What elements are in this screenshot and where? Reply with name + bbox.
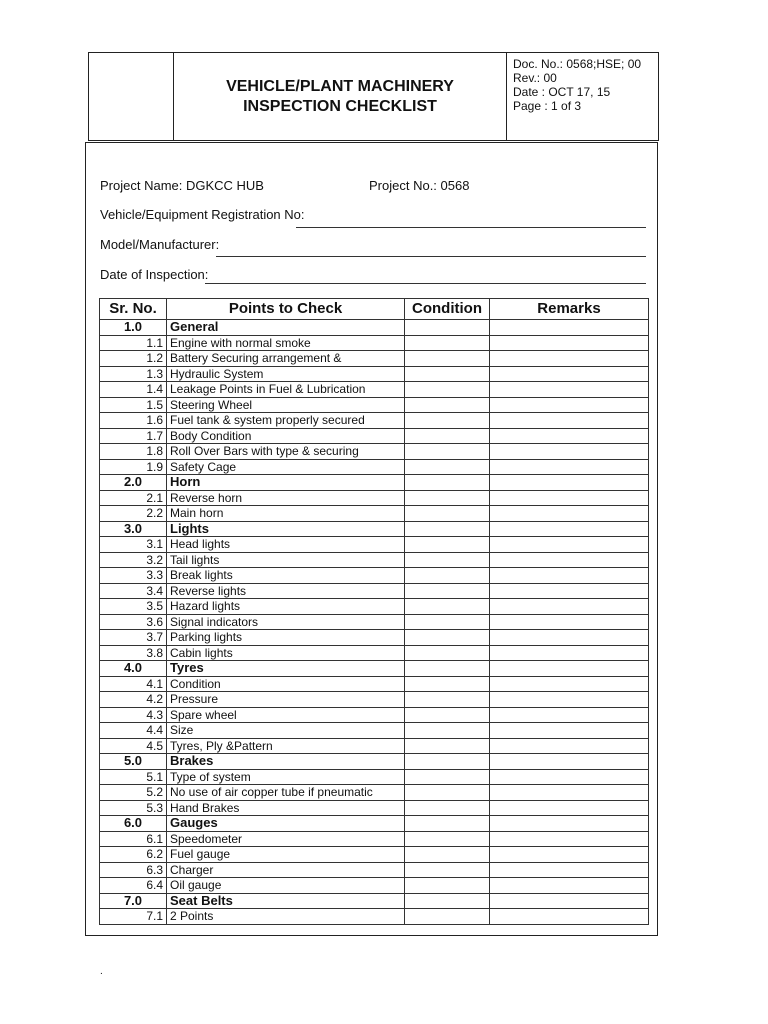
condition-cell[interactable] <box>405 893 490 909</box>
title-line-2: INSPECTION CHECKLIST <box>243 97 437 115</box>
condition-cell[interactable] <box>405 878 490 894</box>
remarks-cell[interactable] <box>490 738 649 754</box>
condition-cell[interactable] <box>405 568 490 584</box>
point-cell: Main horn <box>167 506 405 522</box>
remarks-cell[interactable] <box>490 397 649 413</box>
remarks-cell[interactable] <box>490 816 649 832</box>
table-row <box>100 630 649 646</box>
condition-cell[interactable] <box>405 521 490 537</box>
remarks-cell[interactable] <box>490 614 649 630</box>
remarks-cell[interactable] <box>490 351 649 367</box>
page-number: Page : 1 of 3 <box>513 99 582 113</box>
condition-cell[interactable] <box>405 506 490 522</box>
sr-no-cell: 3.2 <box>100 552 167 568</box>
point-cell: Type of system <box>167 769 405 785</box>
sr-no-cell: 4.2 <box>100 692 167 708</box>
table-row <box>100 490 649 506</box>
inspection-date-line[interactable] <box>205 283 646 284</box>
document-meta <box>513 57 641 113</box>
sr-no-cell: 6.1 <box>100 831 167 847</box>
remarks-cell[interactable] <box>490 676 649 692</box>
point-cell: Seat Belts <box>167 893 405 909</box>
condition-cell[interactable] <box>405 475 490 491</box>
point-cell: Oil gauge <box>167 878 405 894</box>
sr-no-cell: 1.9 <box>100 459 167 475</box>
title-line-1: VEHICLE/PLANT MACHINERY <box>226 77 454 95</box>
sr-no-cell: 5.3 <box>100 800 167 816</box>
section-row <box>100 816 649 832</box>
condition-cell[interactable] <box>405 351 490 367</box>
remarks-cell[interactable] <box>490 413 649 429</box>
condition-cell[interactable] <box>405 785 490 801</box>
sr-no-cell: 1.6 <box>100 413 167 429</box>
remarks-cell[interactable] <box>490 320 649 336</box>
sr-no-cell: 4.3 <box>100 707 167 723</box>
table-row <box>100 645 649 661</box>
condition-cell[interactable] <box>405 413 490 429</box>
remarks-cell[interactable] <box>490 661 649 677</box>
col-sr-no: Sr. No. <box>100 299 167 320</box>
remarks-cell[interactable] <box>490 444 649 460</box>
remarks-cell[interactable] <box>490 862 649 878</box>
remarks-cell[interactable] <box>490 831 649 847</box>
document-title <box>174 53 507 140</box>
sr-no-cell: 5.0 <box>100 754 167 770</box>
condition-cell[interactable] <box>405 645 490 661</box>
table-row <box>100 862 649 878</box>
sr-no-cell: 2.0 <box>100 475 167 491</box>
point-cell: Size <box>167 723 405 739</box>
point-cell: Fuel gauge <box>167 847 405 863</box>
sr-no-cell: 3.1 <box>100 537 167 553</box>
table-row <box>100 769 649 785</box>
project-number: Project No.: 0568 <box>369 178 470 193</box>
point-cell: Gauges <box>167 816 405 832</box>
sr-no-cell: 1.2 <box>100 351 167 367</box>
remarks-cell[interactable] <box>490 893 649 909</box>
condition-cell[interactable] <box>405 459 490 475</box>
table-row <box>100 382 649 398</box>
remarks-cell[interactable] <box>490 521 649 537</box>
remarks-cell[interactable] <box>490 490 649 506</box>
point-cell: Speedometer <box>167 831 405 847</box>
table-row <box>100 676 649 692</box>
footer-mark: . <box>100 966 103 977</box>
sr-no-cell: 1.1 <box>100 335 167 351</box>
sr-no-cell: 1.0 <box>100 320 167 336</box>
condition-cell[interactable] <box>405 909 490 925</box>
point-cell: Fuel tank & system properly secured <box>167 413 405 429</box>
point-cell: Hand Brakes <box>167 800 405 816</box>
point-cell: Safety Cage <box>167 459 405 475</box>
remarks-cell[interactable] <box>490 878 649 894</box>
condition-cell[interactable] <box>405 847 490 863</box>
condition-cell[interactable] <box>405 831 490 847</box>
table-row <box>100 599 649 615</box>
sr-no-cell: 3.7 <box>100 630 167 646</box>
sr-no-cell: 1.4 <box>100 382 167 398</box>
remarks-cell[interactable] <box>490 552 649 568</box>
sr-no-cell: 4.5 <box>100 738 167 754</box>
remarks-cell[interactable] <box>490 785 649 801</box>
inspection-date-label: Date of Inspection: <box>100 267 209 282</box>
point-cell: Spare wheel <box>167 707 405 723</box>
table-row <box>100 785 649 801</box>
document-header <box>88 52 659 141</box>
sr-no-cell: 3.0 <box>100 521 167 537</box>
condition-cell[interactable] <box>405 428 490 444</box>
table-row <box>100 413 649 429</box>
remarks-cell[interactable] <box>490 459 649 475</box>
condition-cell[interactable] <box>405 816 490 832</box>
condition-cell[interactable] <box>405 444 490 460</box>
table-row <box>100 428 649 444</box>
condition-cell[interactable] <box>405 366 490 382</box>
remarks-cell[interactable] <box>490 909 649 925</box>
point-cell: Hazard lights <box>167 599 405 615</box>
condition-cell[interactable] <box>405 800 490 816</box>
point-cell: Charger <box>167 862 405 878</box>
condition-cell[interactable] <box>405 676 490 692</box>
condition-cell[interactable] <box>405 599 490 615</box>
sr-no-cell: 3.3 <box>100 568 167 584</box>
sr-no-cell: 2.1 <box>100 490 167 506</box>
sr-no-cell: 1.8 <box>100 444 167 460</box>
model-label: Model/Manufacturer: <box>100 237 220 252</box>
remarks-cell[interactable] <box>490 754 649 770</box>
revision: Rev.: 00 <box>513 71 557 85</box>
point-cell: Pressure <box>167 692 405 708</box>
point-cell: Head lights <box>167 537 405 553</box>
sr-no-cell: 3.4 <box>100 583 167 599</box>
section-row <box>100 754 649 770</box>
condition-cell[interactable] <box>405 537 490 553</box>
doc-date: Date : OCT 17, 15 <box>513 85 611 99</box>
point-cell: Lights <box>167 521 405 537</box>
sr-no-cell: 6.0 <box>100 816 167 832</box>
condition-cell[interactable] <box>405 707 490 723</box>
table-body <box>100 320 649 925</box>
remarks-cell[interactable] <box>490 506 649 522</box>
sr-no-cell: 6.2 <box>100 847 167 863</box>
sr-no-cell: 4.0 <box>100 661 167 677</box>
col-points: Points to Check <box>167 299 405 320</box>
section-row <box>100 661 649 677</box>
col-condition: Condition <box>405 299 490 320</box>
table-row <box>100 583 649 599</box>
point-cell: Condition <box>167 676 405 692</box>
condition-cell[interactable] <box>405 397 490 413</box>
table-row <box>100 351 649 367</box>
condition-cell[interactable] <box>405 583 490 599</box>
registration-line[interactable] <box>296 227 646 228</box>
sr-no-cell: 1.7 <box>100 428 167 444</box>
point-cell: Break lights <box>167 568 405 584</box>
table-row <box>100 909 649 925</box>
remarks-cell[interactable] <box>490 366 649 382</box>
table-row <box>100 537 649 553</box>
col-remarks: Remarks <box>490 299 649 320</box>
condition-cell[interactable] <box>405 614 490 630</box>
condition-cell[interactable] <box>405 769 490 785</box>
sr-no-cell: 4.1 <box>100 676 167 692</box>
remarks-cell[interactable] <box>490 382 649 398</box>
sr-no-cell: 3.8 <box>100 645 167 661</box>
sr-no-cell: 5.1 <box>100 769 167 785</box>
point-cell: Engine with normal smoke <box>167 335 405 351</box>
section-row <box>100 475 649 491</box>
model-line[interactable] <box>216 256 646 257</box>
point-cell: Parking lights <box>167 630 405 646</box>
point-cell: Body Condition <box>167 428 405 444</box>
sr-no-cell: 4.4 <box>100 723 167 739</box>
table-row <box>100 552 649 568</box>
table-row <box>100 568 649 584</box>
table-row <box>100 723 649 739</box>
point-cell: Reverse lights <box>167 583 405 599</box>
table-row <box>100 459 649 475</box>
point-cell: General <box>167 320 405 336</box>
remarks-cell[interactable] <box>490 568 649 584</box>
remarks-cell[interactable] <box>490 583 649 599</box>
remarks-cell[interactable] <box>490 475 649 491</box>
point-cell: Steering Wheel <box>167 397 405 413</box>
point-cell: Hydraulic System <box>167 366 405 382</box>
sr-no-cell: 1.5 <box>100 397 167 413</box>
remarks-cell[interactable] <box>490 769 649 785</box>
sr-no-cell: 1.3 <box>100 366 167 382</box>
table-row <box>100 800 649 816</box>
point-cell: Brakes <box>167 754 405 770</box>
section-row <box>100 521 649 537</box>
condition-cell[interactable] <box>405 335 490 351</box>
point-cell: Tyres <box>167 661 405 677</box>
registration-label: Vehicle/Equipment Registration No: <box>100 207 305 222</box>
condition-cell[interactable] <box>405 382 490 398</box>
table-row <box>100 397 649 413</box>
remarks-cell[interactable] <box>490 692 649 708</box>
remarks-cell[interactable] <box>490 707 649 723</box>
point-cell: No use of air copper tube if pneumatic <box>167 785 405 801</box>
table-row <box>100 707 649 723</box>
sr-no-cell: 6.4 <box>100 878 167 894</box>
condition-cell[interactable] <box>405 754 490 770</box>
remarks-cell[interactable] <box>490 335 649 351</box>
logo-cell <box>89 53 174 140</box>
table-row <box>100 614 649 630</box>
remarks-cell[interactable] <box>490 630 649 646</box>
table-row <box>100 444 649 460</box>
point-cell: Tail lights <box>167 552 405 568</box>
table-row <box>100 878 649 894</box>
sr-no-cell: 7.0 <box>100 893 167 909</box>
sr-no-cell: 5.2 <box>100 785 167 801</box>
remarks-cell[interactable] <box>490 723 649 739</box>
condition-cell[interactable] <box>405 862 490 878</box>
table-row <box>100 335 649 351</box>
condition-cell[interactable] <box>405 490 490 506</box>
sr-no-cell: 7.1 <box>100 909 167 925</box>
table-row <box>100 692 649 708</box>
point-cell: Roll Over Bars with type & securing <box>167 444 405 460</box>
condition-cell[interactable] <box>405 692 490 708</box>
point-cell: 2 Points <box>167 909 405 925</box>
sr-no-cell: 6.3 <box>100 862 167 878</box>
point-cell: Horn <box>167 475 405 491</box>
point-cell: Leakage Points in Fuel & Lubrication <box>167 382 405 398</box>
condition-cell[interactable] <box>405 630 490 646</box>
remarks-cell[interactable] <box>490 645 649 661</box>
remarks-cell[interactable] <box>490 599 649 615</box>
inspection-table <box>99 298 649 925</box>
remarks-cell[interactable] <box>490 800 649 816</box>
condition-cell[interactable] <box>405 552 490 568</box>
table-header-row <box>100 299 649 320</box>
section-row <box>100 893 649 909</box>
condition-cell[interactable] <box>405 723 490 739</box>
point-cell: Signal indicators <box>167 614 405 630</box>
condition-cell[interactable] <box>405 738 490 754</box>
sr-no-cell: 2.2 <box>100 506 167 522</box>
point-cell: Reverse horn <box>167 490 405 506</box>
table-row <box>100 847 649 863</box>
point-cell: Cabin lights <box>167 645 405 661</box>
condition-cell[interactable] <box>405 661 490 677</box>
doc-number: Doc. No.: 0568;HSE; 00 <box>513 57 642 71</box>
remarks-cell[interactable] <box>490 847 649 863</box>
section-row <box>100 320 649 336</box>
remarks-cell[interactable] <box>490 428 649 444</box>
sr-no-cell: 3.5 <box>100 599 167 615</box>
table-row <box>100 506 649 522</box>
sr-no-cell: 3.6 <box>100 614 167 630</box>
table-row <box>100 831 649 847</box>
remarks-cell[interactable] <box>490 537 649 553</box>
condition-cell[interactable] <box>405 320 490 336</box>
table-row <box>100 738 649 754</box>
table-row <box>100 366 649 382</box>
project-name: Project Name: DGKCC HUB <box>100 178 264 193</box>
point-cell: Tyres, Ply &Pattern <box>167 738 405 754</box>
point-cell: Battery Securing arrangement & <box>167 351 405 367</box>
